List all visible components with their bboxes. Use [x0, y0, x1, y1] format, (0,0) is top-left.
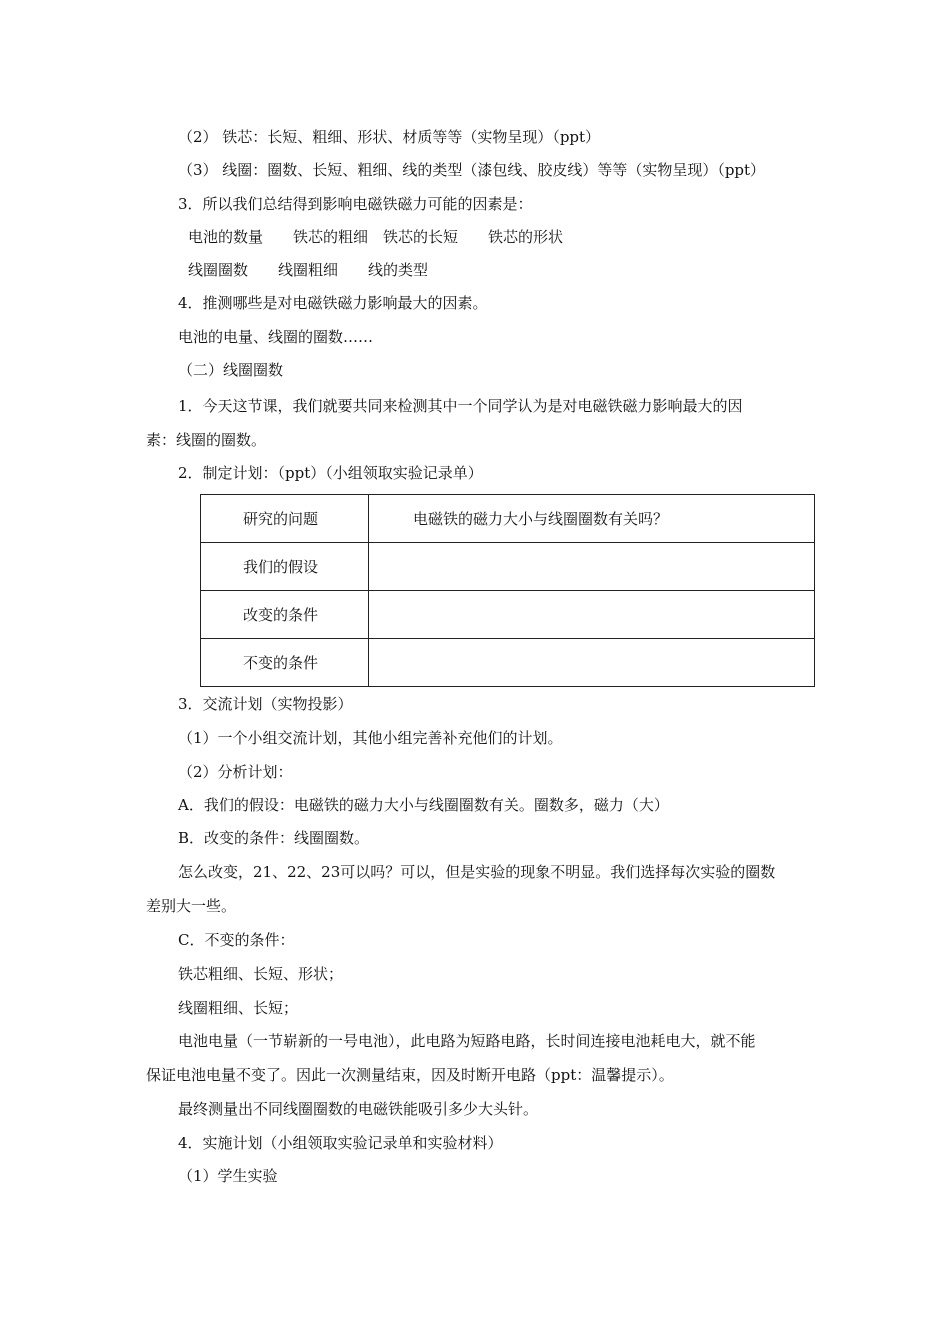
text-line: 电池的数量 铁芯的粗细 铁芯的长短 铁芯的形状 [188, 228, 564, 246]
text-line: 电池电量（一节崭新的一号电池），此电路为短路电路，长时间连接电池耗电大，就不能 [178, 1032, 756, 1050]
text-line: （1）一个小组交流计划，其他小组完善补充他们的计划。 [178, 729, 563, 747]
row-value: 电磁铁的磁力大小与线圈圈数有关吗？ [369, 495, 815, 543]
text-line: 线圈圈数 线圈粗细 线的类型 [188, 261, 429, 279]
text-line: 1．今天这节课，我们就要共同来检测其中一个同学认为是对电磁铁磁力影响最大的因 [178, 397, 743, 415]
text-line: 保证电池电量不变了。因此一次测量结束，因及时断开电路（ppt：温馨提示）。 [146, 1066, 674, 1084]
text-line: 3．交流计划（实物投影） [178, 695, 353, 713]
text-line: 素：线圈的圈数。 [146, 431, 267, 449]
text-line: 铁芯粗细、长短、形状； [178, 965, 344, 983]
text-line: B．改变的条件：线圈圈数。 [178, 829, 370, 847]
text-line: （2） 铁芯：长短、粗细、形状、材质等等（实物呈现）（ppt） [178, 128, 601, 146]
text-line: 最终测量出不同线圈圈数的电磁铁能吸引多少大头针。 [178, 1100, 539, 1118]
text-line: 电池的电量、线圈的圈数…… [178, 328, 374, 346]
table-row [201, 495, 815, 543]
table-row [201, 591, 815, 639]
text-line: C．不变的条件： [178, 931, 295, 949]
row-label: 改变的条件 [201, 591, 369, 639]
table-row [201, 543, 815, 591]
section-heading: （二）线圈圈数 [178, 361, 284, 379]
row-value [369, 639, 815, 687]
text-line: 2．制定计划：（ppt）（小组领取实验记录单） [178, 464, 483, 482]
text-line: （2）分析计划： [178, 763, 293, 781]
text-line: A．我们的假设：电磁铁的磁力大小与线圈圈数有关。圈数多，磁力（大） [178, 796, 669, 814]
row-label: 不变的条件 [201, 639, 369, 687]
row-label: 研究的问题 [201, 495, 369, 543]
row-value [369, 591, 815, 639]
text-line: 4．实施计划（小组领取实验记录单和实验材料） [178, 1134, 503, 1152]
text-line: 线圈粗细、长短； [178, 999, 299, 1017]
row-value [369, 543, 815, 591]
text-line: （3） 线圈：圈数、长短、粗细、线的类型（漆包线、胶皮线）等等（实物呈现）（ppt） [178, 161, 766, 179]
row-label: 我们的假设 [201, 543, 369, 591]
experiment-plan-table [200, 494, 815, 687]
table-row [201, 639, 815, 687]
text-line: 怎么改变，21、22、23可以吗？可以，但是实验的现象不明显。我们选择每次实验的圈数 [178, 863, 776, 881]
text-line: （1）学生实验 [178, 1167, 278, 1185]
text-line: 差别大一些。 [146, 897, 237, 915]
text-line: 3．所以我们总结得到影响电磁铁磁力可能的因素是： [178, 195, 533, 213]
text-line: 4．推测哪些是对电磁铁磁力影响最大的因素。 [178, 294, 488, 312]
